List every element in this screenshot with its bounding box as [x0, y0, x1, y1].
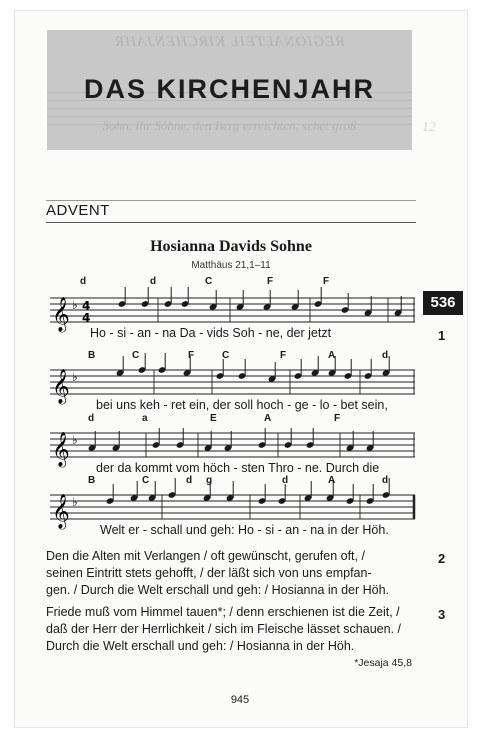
staff-system: [50, 475, 415, 547]
chord-symbol: d: [282, 475, 289, 486]
chord-symbol: E: [210, 413, 217, 424]
treble-clef-icon: 𝄞: [52, 297, 70, 332]
song-reference: Matthäus 21,1–11: [191, 260, 271, 271]
chord-symbol: B: [88, 350, 96, 361]
flat-sign-icon: ♭: [72, 495, 78, 509]
lyric-line: der da kommt vom höch - sten Thro - ne. Durch die: [96, 461, 380, 475]
chord-symbol: A: [328, 475, 336, 486]
stanza-line: gen. / Durch die Welt erschall und geh: / Hosianna in der Höh.: [46, 583, 390, 597]
chord-symbol: A: [264, 413, 272, 424]
chord-symbol: F: [323, 276, 330, 287]
chord-symbol: A: [328, 350, 336, 361]
lyric-line: Welt er - schall und geh: Ho - si - an - na in der Höh.: [100, 523, 389, 537]
time-signature: 4: [82, 299, 91, 313]
chord-symbol: C: [222, 350, 230, 361]
chord-symbol: F: [267, 276, 274, 287]
lyric-line: Ho - si - an - na Da - vids Soh - ne, der jetzt: [90, 326, 332, 340]
stanza-2: [46, 548, 416, 599]
chord-symbol: F: [188, 350, 195, 361]
staff-system: [50, 413, 415, 485]
chord-symbol: C: [132, 350, 140, 361]
staff-system: [50, 276, 415, 350]
footnote: *Jesaja 45,8: [354, 657, 412, 669]
song-title: Hosianna Davids Sohne: [150, 238, 312, 255]
verse-number: 1: [438, 328, 446, 343]
flat-sign-icon: ♭: [72, 370, 78, 384]
page-number: 945: [230, 694, 250, 706]
chapter-banner: [47, 30, 412, 150]
chord-symbol: g: [206, 475, 213, 486]
treble-clef-icon: 𝄞: [52, 494, 70, 529]
chord-symbol: d: [382, 350, 389, 361]
stanza-number: 2: [438, 551, 446, 566]
treble-clef-icon: 𝄞: [52, 432, 70, 467]
stanza-3: [46, 604, 416, 655]
chord-symbol: C: [142, 475, 150, 486]
stanza-line: Durch die Welt erschall und geh: / Hosianna in der Höh.: [46, 639, 355, 653]
stanza-line: daß der Herr der Herrlichkeit / sich im Fleische lässet schauen. /: [46, 622, 401, 636]
section-heading: ADVENT: [46, 202, 110, 219]
chord-symbol: d: [150, 276, 157, 287]
lyric-line: bei uns keh - ret ein, der soll hoch - ge - lo - bet sein,: [96, 398, 388, 412]
stanza-number: 3: [438, 607, 446, 622]
chord-symbol: d: [186, 475, 193, 486]
time-signature: 4: [82, 311, 91, 325]
chord-symbol: F: [334, 413, 341, 424]
section-rule-top: [46, 200, 416, 201]
chord-symbol: d: [88, 413, 95, 424]
chord-symbol: d: [80, 276, 87, 287]
chapter-title: DAS KIRCHENJAHR: [83, 74, 376, 104]
chord-symbol: F: [280, 350, 287, 361]
stanza-line: seinen Eintritt stets gehofft, / der läßt sich von uns empfan-: [46, 566, 372, 580]
section-rule: [46, 222, 416, 223]
staff-system: [50, 350, 415, 422]
chord-symbol: a: [142, 413, 148, 424]
chord-symbol: d: [382, 475, 389, 486]
banner-ghost-text-lower: Sohn, Ihr Söhne, den Berg erreichten, sehet groß: [102, 118, 357, 133]
chord-symbol: C: [205, 276, 213, 287]
flat-sign-icon: ♭: [72, 433, 78, 447]
stanza-line: Friede muß vom Himmel tauen*; / denn erschienen ist die Zeit, /: [46, 605, 400, 619]
chord-symbol: B: [88, 475, 96, 486]
bleed-through-mark: 12: [422, 120, 436, 135]
treble-clef-icon: 𝄞: [52, 369, 70, 404]
stanza-line: Den die Alten mit Verlangen / oft gewünscht, gerufen oft, /: [46, 549, 365, 563]
banner-ghost-text: REGIONALTEIL KIRCHENJAHR: [114, 34, 345, 50]
hymn-number-badge: 536: [423, 291, 463, 315]
flat-sign-icon: ♭: [72, 298, 78, 312]
